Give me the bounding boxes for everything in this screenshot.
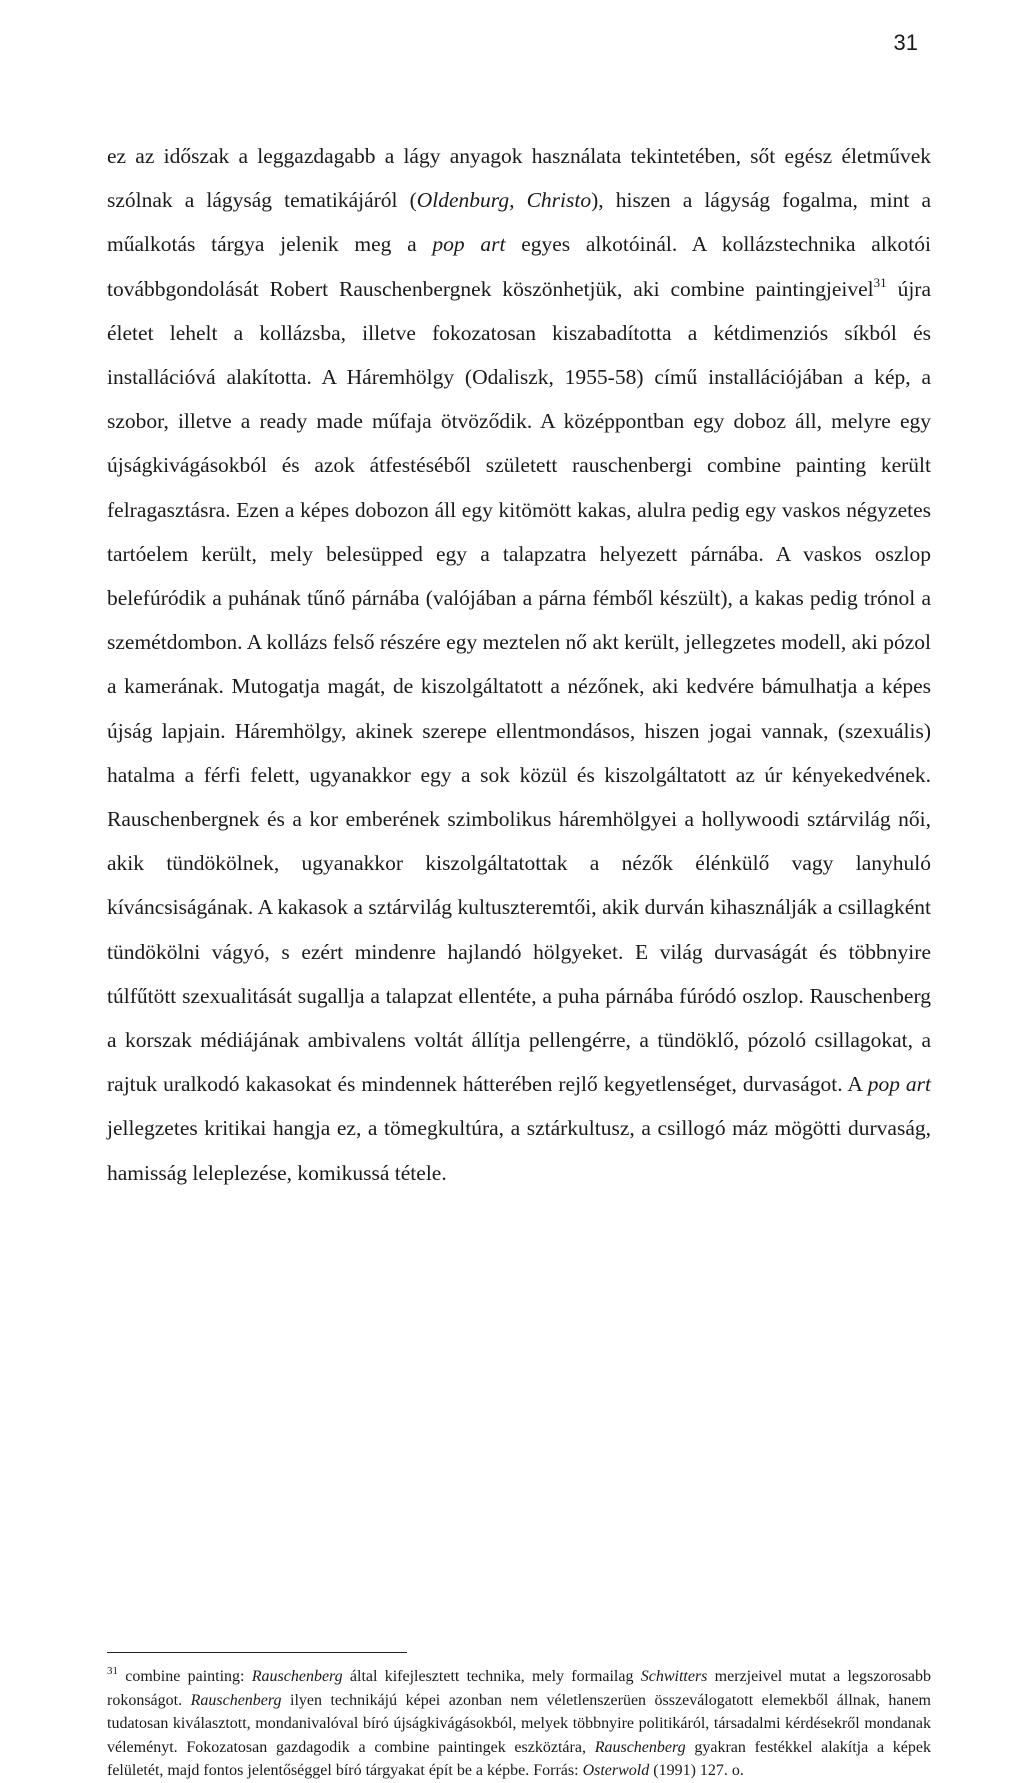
body-footnote-marker: 31	[873, 274, 887, 290]
footnote-footnote-marker: 31	[107, 1665, 118, 1677]
footnote-text: combine painting:	[118, 1668, 252, 1685]
body-italic-text: Oldenburg, Christo	[416, 188, 592, 213]
footnote-italic-text: Rauschenberg	[594, 1738, 686, 1756]
body-text: ez az időszak a leggazdagabb a lágy anyagok használata tekintetében, sőt egész életművek szólnak a lágyság tematikájáról (	[107, 144, 931, 213]
footnote-italic-text: Rauschenberg	[251, 1668, 343, 1685]
page-number: 31	[893, 30, 918, 55]
body-text: egyes alkotóinál. A kollázstechnika alkotói továbbgondolását Robert Rauschenbergnek köszönhetjük, aki combine paintingjeivel	[107, 232, 931, 301]
footnote-italic-text: Osterwold	[582, 1762, 650, 1779]
body-text: újra életet lehelt a kollázsba, illetve fokozatosan kiszabadította a kétdimenziós síkból és installációvá alakította. A Háremhölgy (Odaliszk, 1955-58) című installációjában a kép, a szobor, illetve a ready made műfaja ötvöződik. A középpontban egy doboz áll, melyre egy újságkivágásokból és azok átfestéséből született rauschenbergi combine painting került felragasztásra. Ezen a képes dobozon áll egy kitömött kakas, alulra pedig egy vaskos négyzetes tartóelem került, mely belesüpped egy a talapzatra helyezett párnába. A vaskos oszlop belefúródik a puhának tűnő párnába (valójában a párna fémből készült), a kakas pedig trónol a szemétdombon. A kollázs felső részére egy meztelen nő akt került, jellegzetes modell, aki pózol a kamerának. Mutogatja magát, de kiszolgáltatott a nézőnek, aki kedvére bámulhatja a képes újság lapjain. Háremhölgy, akinek szerepe ellentmondásos, hiszen jogai vannak, (szexuális) hatalma a férfi felett, ugyanakkor egy a sok közül és kiszolgáltatott az úr kényekedvének. Rauschenbergnek és a kor emberének szimbolikus háremhölgyei a hollywoodi sztárvilág női, akik tündökölnek, ugyanakkor kiszolgáltatottak a nézők élénkülő vagy lanyhuló kíváncsiságának. A kakasok a sztárvilág kultuszteremtői, akik durván kihasználják a csillagként tündökölni vágyó, s ezért mindenre hajlandó hölgyeket. E világ durvaságát és többnyire túlfűtött szexualitását sugallja a talapzat ellentéte, a puha párnába fúródó oszlop. Rauschenberg a korszak médiájának ambivalens voltát állítja pellengérre, a tündöklő, pózoló csillagokat, a rajtuk uralkodó kakasokat és mindennek hátterében rejlő kegyetlenséget, durvaságot. A	[107, 276, 931, 1097]
footnote-text: (1991) 127. o.	[649, 1762, 744, 1779]
footnote-italic-text: Schwitters	[640, 1668, 708, 1685]
body-text: jellegzetes kritikai hangja ez, a tömegkultúra, a sztárkultusz, a csillogó máz mögötti durvaság, hamisság leleplezése, komikussá tétele.	[107, 1116, 931, 1185]
body-paragraph	[107, 134, 931, 1195]
footnote-separator	[107, 1652, 407, 1653]
footnote-text: merzjeivel mutat a legszorosabb rokonságot.	[107, 1668, 931, 1709]
body-italic-text: pop art	[432, 232, 506, 257]
footnote-italic-text: Rauschenberg	[190, 1691, 282, 1709]
body-text: ), hiszen a lágyság fogalma, mint a műalkotás tárgya jelenik meg a	[107, 188, 931, 257]
footnote-text: által kifejlesztett technika, mely formailag	[342, 1668, 641, 1685]
footnote	[107, 1665, 931, 1783]
body-italic-text: pop art	[867, 1072, 932, 1097]
footnote-text: ilyen technikájú képei azonban nem véletlenszerüen összeválogatott elemekből állnak, hanem tudatosan kiválasztott, mondanivalóval bíró újságkivágásokból, melyek többnyire politikáról, társadalmi kérdésekről mondanak véleményt. Fokozatosan gazdagodik a combine paintingek eszköztára,	[107, 1691, 932, 1756]
footnote-text: gyakran festékkel alakítja a képek felületét, majd fontos jelentőséggel bíró tárgyakat épít be a képbe. Forrás:	[107, 1738, 931, 1779]
